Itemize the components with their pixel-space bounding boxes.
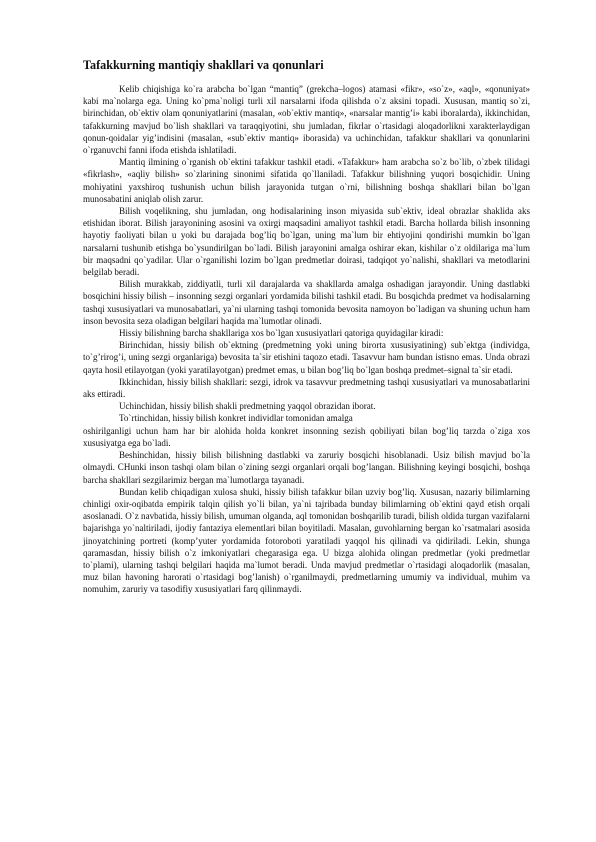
paragraph-5: Hissiy bilishning barcha shakllariga xos bo`lgan xususiyatlari qatoriga quyidagilar kiradi:	[119, 328, 444, 339]
paragraph-9: To`rtinchidan, hissiy bilish konkret individlar tomonidan amalga	[119, 413, 353, 424]
paragraph-2: Mantiq ilmining o`rganish ob`ektini tafakkur tashkil etadi. «Tafakkur» ham arabcha so`z bo`lib, o`zbek tilidagi «fikrlash», «aqliy bilish» so`zlarining sinonimi sifatida qo`llaniladi. Tafakkur bilishning yuqori bosqichidir. Uning mohiyatini yaxshiroq tushunish uchun bilish jarayonida tutgan o`rni, bilishning boshqa shakllari bilan bo`lgan munosabatini aniqlab olish zarur.	[83, 157, 530, 204]
paragraph-12: Bundan kelib chiqadigan xulosa shuki, hissiy bilish tafakkur bilan uzviy bog’liq. Xususan, nazariy bilimlarning chinligi oxir-oqibatda empirik talqin qilish yo`li bilan, ya`ni tajribada bunday bilimlarning ob`ektini qayd etish orqali asoslanadi. O`z navbatida, hissiy bilish, umuman olganda, aql tomonidan boshqarilib turadi, bilish oldida turgan vazifalarni bajarishga yo`naltiriladi, ijodiy fantaziya elementlari bilan boyitiladi. Masalan, guvohlarning bergan ko`rsatmalari asosida jinoyatchining portreti (komp’yuter yordamida fotoroboti yaratiladi yaqqol his qilinadi va qidiriladi. Lekin, shunga qaramasdan, hissiy bilish o`z imkoniyatlari chegarasiga ega. U bizga alohida olingan predmetlar (yoki predmetlar to`plami), ularning tashqi belgilari haqida ma`lumot beradi. Unda mavjud predmetlar o`rtasidagi aloqadorlik (masalan, muz bilan havoning harorati o`rtasidagi bog’lanish) o`rganilmaydi, predmetlarning umumiy va individual, muhim va nomuhim, zaruriy va tasodifiy xususiyatlari farq qilinmaydi.	[83, 486, 530, 595]
paragraph-10: oshirilganligi uchun ham har bir alohida holda konkret insonning sezish qobiliyati bilan bog’liq tarzda o`ziga xos xususiyatga ega bo`ladi.	[83, 425, 530, 448]
document-body	[83, 83, 530, 596]
document-page	[83, 58, 530, 596]
paragraph-4: Bilish murakkab, ziddiyatli, turli xil darajalarda va shakllarda amalga oshadigan jarayondir. Uning dastlabki bosqichini hissiy bilish – insonning sezgi organlari yordamida bilishi tashkil etadi. Bu bosqichda predmet va hodisalarning tashqi xususiyatlari va munosabatlari, ya`ni ularning tashqi tomonida bevosita namoyon bo`ladigan va shuning uchun ham inson bevosita seza oladigan belgilari haqida ma`lumotlar olinadi.	[83, 279, 530, 326]
paragraph-11: Beshinchidan, hissiy bilish bilishning dastlabki va zaruriy bosqichi hisoblanadi. Usiz bilish mavjud bo`la olmaydi. CHunki inson tashqi olam bilan o`zining sezgi organlari orqali bog’langan. Bilishning keyingi bosqichi, boshqa barcha shakllari sezgilarimiz bergan ma`lumotlarga tayanadi.	[83, 450, 530, 485]
page-title: Tafakkurning mantiqiy shakllari va qonunlari	[83, 58, 324, 72]
paragraph-1: Kelib chiqishiga ko`ra arabcha bo`lgan “mantiq” (grekcha–logos) atamasi «fikr», «so`z», «aql», «qonuniyat» kabi ma`nolarga ega. Uning ko`pma`noligi turli xil narsalarni ifoda qilishda o`z aksini topadi. Xususan, mantiq so`zi, birinchidan, ob`ektiv olam qonuniyatlarini (masalan, «ob`ektiv mantiq», «narsalar mantig’i» kabi iboralarda), ikkinchidan, tafakkurning mavjud bo`lish shakllari va taraqqiyotini, shu jumladan, fikrlar o`rtasidagi aloqadorlikni xarakterlaydigan qonun-qoidalar yig’indisini (masalan, «sub`ektiv mantiq» iborasida) va uchinchidan, tafakkur shakllari va qonunlarini o`rganuvchi fanni ifoda etishda ishlatiladi.	[83, 84, 530, 156]
paragraph-8: Uchinchidan, hissiy bilish shakli predmetning yaqqol obrazidan iborat.	[119, 401, 376, 412]
paragraph-6: Birinchidan, hissiy bilish ob`ektning (predmetning yoki uning birorta xususiyatining) sub`ektga (individga, to`g’rirog’i, uning sezgi organlariga) bevosita ta`sir etishini taqozo etadi. Tasavvur ham bundan istisno emas. Unda obrazi qayta hosil etilayotgan (yoki yaratilayotgan) predmet emas, u bilan bog’liq bo`lgan boshqa predmet–signal ta`sir etadi.	[83, 340, 530, 375]
paragraph-3: Bilish voqelikning, shu jumladan, ong hodisalarining inson miyasida sub`ektiv, ideal obrazlar shaklida aks etishidan iborat. Bilish jarayonining asosini va oxirgi maqsadini amaliyot tashkil etadi. Barcha hollarda bilish insonning hayotiy faoliyati bilan u yoki bu darajada bog’liq bo`lgan, uning ma`lum bir ehtiyojini qondirishi mumkin bo`lgan narsalarni tushunib etishga bo`ysundirilgan bo`ladi. Bilish jarayonini amalga oshirar ekan, kishilar o`z oldilariga ma`lum bir maqsadni qo`yadilar. Ular o`rganilishi lozim bo`lgan predmetlar doirasi, tadqiqot yo`nalishi, shakllari va metodlarini belgilab beradi.	[83, 206, 530, 278]
paragraph-7: Ikkinchidan, hissiy bilish shakllari: sezgi, idrok va tasavvur predmetning tashqi xususiyatlari va munosabatlarini aks ettiradi.	[83, 376, 530, 400]
